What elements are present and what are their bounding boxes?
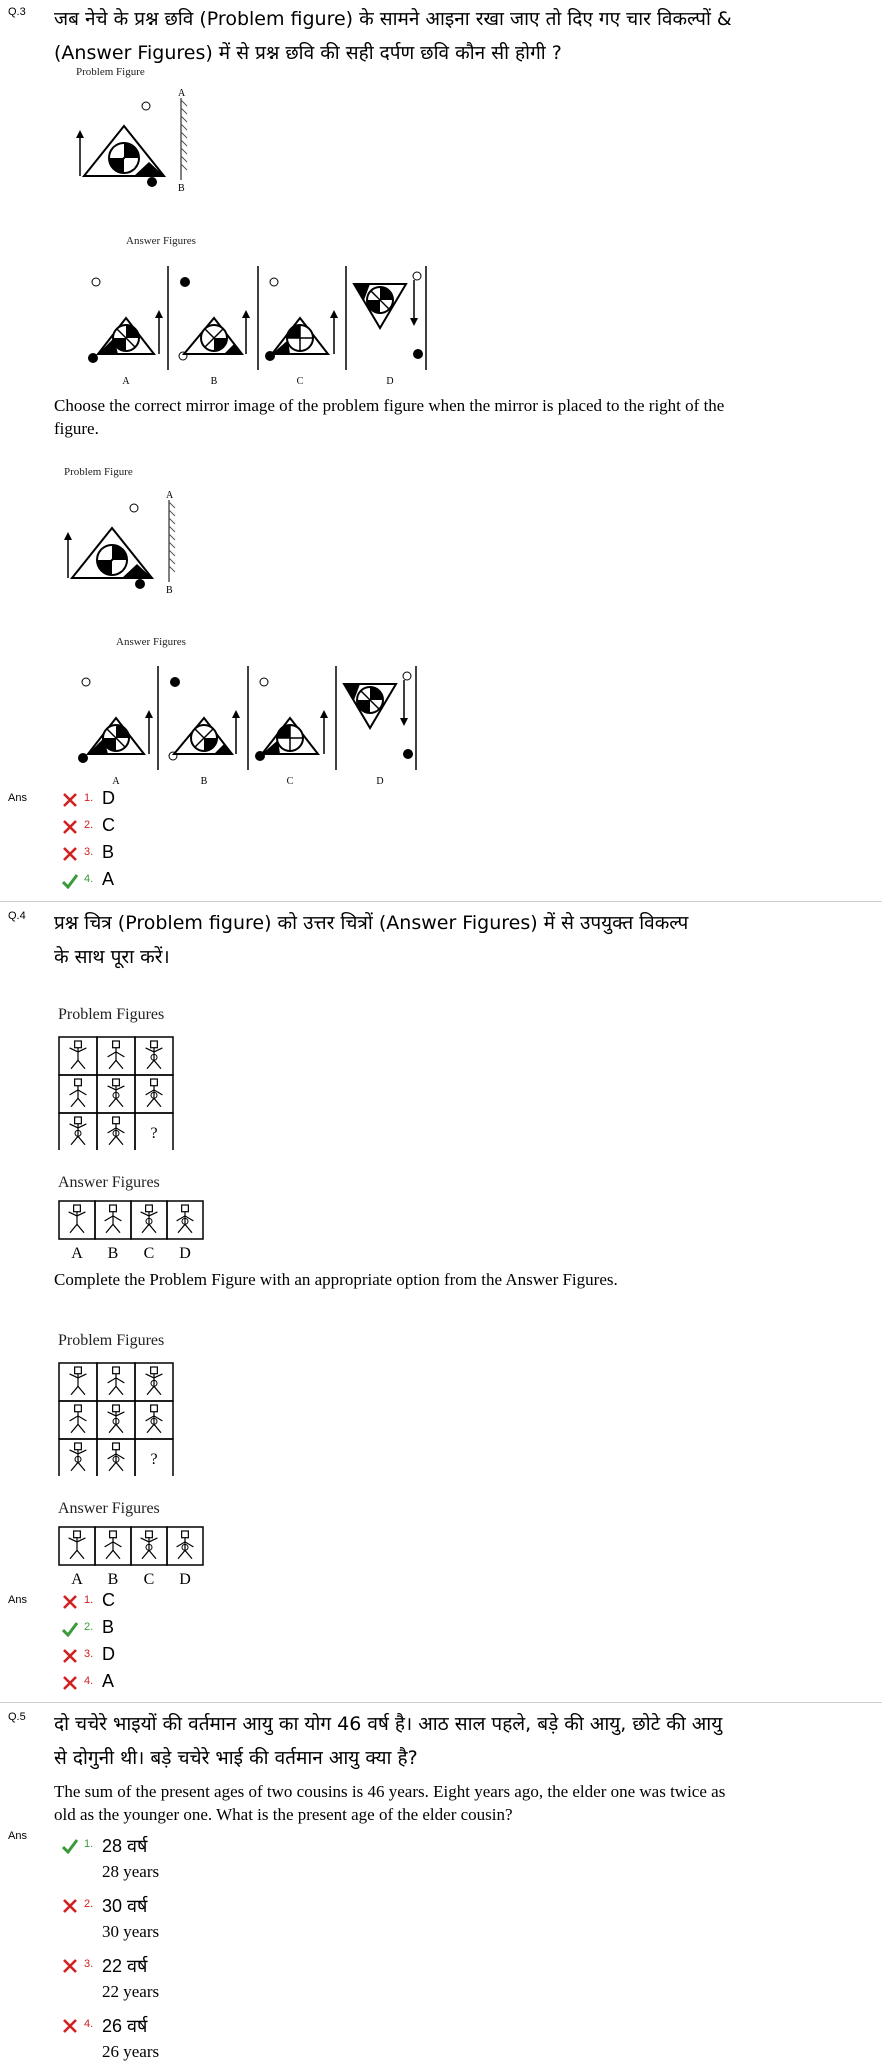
cross-icon bbox=[62, 1675, 78, 1691]
option-text: 22 वर्ष bbox=[102, 1956, 148, 1976]
stick-figure bbox=[69, 1205, 86, 1233]
choice-letter: A bbox=[71, 1571, 83, 1588]
problem-figures-label: Problem Figures bbox=[58, 1006, 165, 1023]
answer-figures bbox=[58, 1200, 208, 1262]
cross-icon bbox=[62, 846, 78, 862]
option-text: A bbox=[102, 869, 115, 889]
problem-figure-label: Problem Figure bbox=[76, 66, 145, 78]
stick-figure bbox=[105, 1205, 122, 1233]
option-number: 3. bbox=[84, 1648, 94, 1660]
stick-figure bbox=[177, 1531, 194, 1559]
option-text: D bbox=[102, 788, 115, 808]
option-number: 4. bbox=[84, 873, 94, 885]
answer-figures-label: Answer Figures bbox=[58, 1500, 160, 1517]
option-text: C bbox=[102, 1590, 115, 1610]
question-number: Q.5 bbox=[8, 1711, 26, 1723]
answer-label: Ans bbox=[8, 1830, 27, 1842]
mirror-label-b: B bbox=[166, 585, 173, 596]
choice-letter-b: B bbox=[200, 776, 208, 786]
stick-figure bbox=[69, 1531, 86, 1559]
problem-figure bbox=[62, 486, 202, 598]
question-text-hindi: दो चचेरे भाइयों की वर्तमान आयु का योग 46 वर्ष है। आठ साल पहले, बड़े की आयु, छोटे की आयु से दोगुनी थी। बड़े चचेरे भाई की वर्तमान आयु क्या है? bbox=[54, 1713, 723, 1769]
option-text: 28 वर्ष bbox=[102, 1836, 148, 1856]
option-number: 1. bbox=[84, 1838, 94, 1850]
check-icon bbox=[62, 1621, 78, 1637]
stick-figure bbox=[146, 1079, 163, 1107]
question-separator bbox=[0, 1702, 882, 1703]
cross-icon bbox=[62, 2018, 78, 2034]
stick-figure bbox=[108, 1405, 125, 1433]
problem-figure-label: Problem Figure bbox=[64, 466, 133, 478]
problem-figures-grid bbox=[58, 1362, 176, 1476]
option-number: 2. bbox=[84, 1621, 94, 1633]
answer-figures-label: Answer Figures bbox=[58, 1174, 160, 1191]
stick-figure bbox=[146, 1405, 163, 1433]
option-text: B bbox=[102, 842, 115, 862]
question-mark: ? bbox=[150, 1451, 158, 1468]
question-separator bbox=[0, 901, 882, 902]
question-number: Q.4 bbox=[8, 910, 26, 922]
choice-letter: D bbox=[179, 1571, 191, 1588]
problem-figures-label: Problem Figures bbox=[58, 1332, 165, 1349]
option-text: C bbox=[102, 815, 115, 835]
option-text-english: 30 years bbox=[102, 1922, 160, 1941]
choice-letter-c: C bbox=[296, 376, 304, 386]
choice-letter: B bbox=[107, 1571, 119, 1588]
question-mark: ? bbox=[150, 1125, 158, 1142]
option-text-english: 26 years bbox=[102, 2042, 160, 2061]
option-number: 2. bbox=[84, 819, 94, 831]
option-text: 30 वर्ष bbox=[102, 1896, 148, 1916]
check-icon bbox=[62, 873, 78, 889]
option-number: 1. bbox=[84, 1594, 94, 1606]
stick-figure bbox=[108, 1367, 125, 1395]
option-text: A bbox=[102, 1671, 115, 1691]
stick-figure bbox=[70, 1079, 87, 1107]
choice-letter: C bbox=[143, 1571, 155, 1588]
stick-figure bbox=[108, 1443, 125, 1471]
choice-letter: B bbox=[107, 1245, 119, 1262]
stick-figure bbox=[146, 1367, 163, 1395]
choice-letter-b: B bbox=[210, 376, 218, 386]
choice-letter-d: D bbox=[376, 776, 384, 786]
stick-figure bbox=[177, 1205, 194, 1233]
stick-figure bbox=[70, 1041, 87, 1069]
question-text-english: Complete the Problem Figure with an appropriate option from the Answer Figures. bbox=[54, 1270, 618, 1289]
option-text-english: 28 years bbox=[102, 1862, 160, 1881]
question-text-english: The sum of the present ages of two cousins is 46 years. Eight years ago, the elder one was twice as old as the younger one. What is the present age of the elder cousin? bbox=[54, 1782, 726, 1824]
cross-icon bbox=[62, 1958, 78, 1974]
option-text: B bbox=[102, 1617, 115, 1637]
answer-figures-label: Answer Figures bbox=[116, 636, 186, 648]
option-text: D bbox=[102, 1644, 115, 1664]
answer-figures bbox=[74, 662, 424, 786]
stick-figure bbox=[70, 1443, 87, 1471]
option-number: 1. bbox=[84, 792, 94, 804]
option-number: 2. bbox=[84, 1898, 94, 1910]
mirror-label-a: A bbox=[178, 88, 186, 99]
cross-icon bbox=[62, 1898, 78, 1914]
question-text-english: Choose the correct mirror image of the problem figure when the mirror is placed to the right of the figure. bbox=[54, 396, 725, 438]
problem-figure bbox=[74, 84, 214, 196]
stick-figure bbox=[70, 1117, 87, 1145]
cross-icon bbox=[62, 819, 78, 835]
choice-letter-d: D bbox=[386, 376, 394, 386]
stick-figure bbox=[141, 1531, 158, 1559]
question-text-hindi: जब नेचे के प्रश्न छवि (Problem figure) के सामने आइना रखा जाए तो दिए गए चार विकल्पों & (Answer Figures) में से प्रश्न छवि की सही दर्पण छवि कौन सी होगी ? bbox=[54, 8, 732, 64]
option-number: 4. bbox=[84, 2018, 94, 2030]
mirror-label-b: B bbox=[178, 183, 185, 194]
option-text-english: 22 years bbox=[102, 1982, 160, 2001]
answer-figures bbox=[58, 1526, 208, 1588]
stick-figure bbox=[108, 1117, 125, 1145]
option-text: 26 वर्ष bbox=[102, 2016, 148, 2036]
stick-figure bbox=[105, 1531, 122, 1559]
option-number: 4. bbox=[84, 1675, 94, 1687]
mirror-label-a: A bbox=[166, 490, 174, 501]
option-number: 3. bbox=[84, 846, 94, 858]
choice-letter-c: C bbox=[286, 776, 294, 786]
choice-letter-a: A bbox=[112, 776, 120, 786]
stick-figure bbox=[70, 1367, 87, 1395]
stick-figure bbox=[108, 1041, 125, 1069]
answer-label: Ans bbox=[8, 792, 27, 804]
option-number: 3. bbox=[84, 1958, 94, 1970]
check-icon bbox=[62, 1838, 78, 1854]
choice-letter-a: A bbox=[122, 376, 130, 386]
cross-icon bbox=[62, 792, 78, 808]
cross-icon bbox=[62, 1594, 78, 1610]
answer-label: Ans bbox=[8, 1594, 27, 1606]
choice-letter: D bbox=[179, 1245, 191, 1262]
question-number: Q.3 bbox=[8, 6, 26, 18]
choice-letter: C bbox=[143, 1245, 155, 1262]
stick-figure bbox=[70, 1405, 87, 1433]
cross-icon bbox=[62, 1648, 78, 1664]
choice-letter: A bbox=[71, 1245, 83, 1262]
answer-figures bbox=[84, 262, 434, 386]
answer-figures-label: Answer Figures bbox=[126, 235, 196, 247]
stick-figure bbox=[141, 1205, 158, 1233]
stick-figure bbox=[108, 1079, 125, 1107]
stick-figure bbox=[146, 1041, 163, 1069]
question-text-hindi: प्रश्न चित्र (Problem figure) को उत्तर चित्रों (Answer Figures) में से उपयुक्त विकल्प के साथ पूरा करें। bbox=[54, 912, 689, 968]
problem-figures-grid bbox=[58, 1036, 176, 1150]
